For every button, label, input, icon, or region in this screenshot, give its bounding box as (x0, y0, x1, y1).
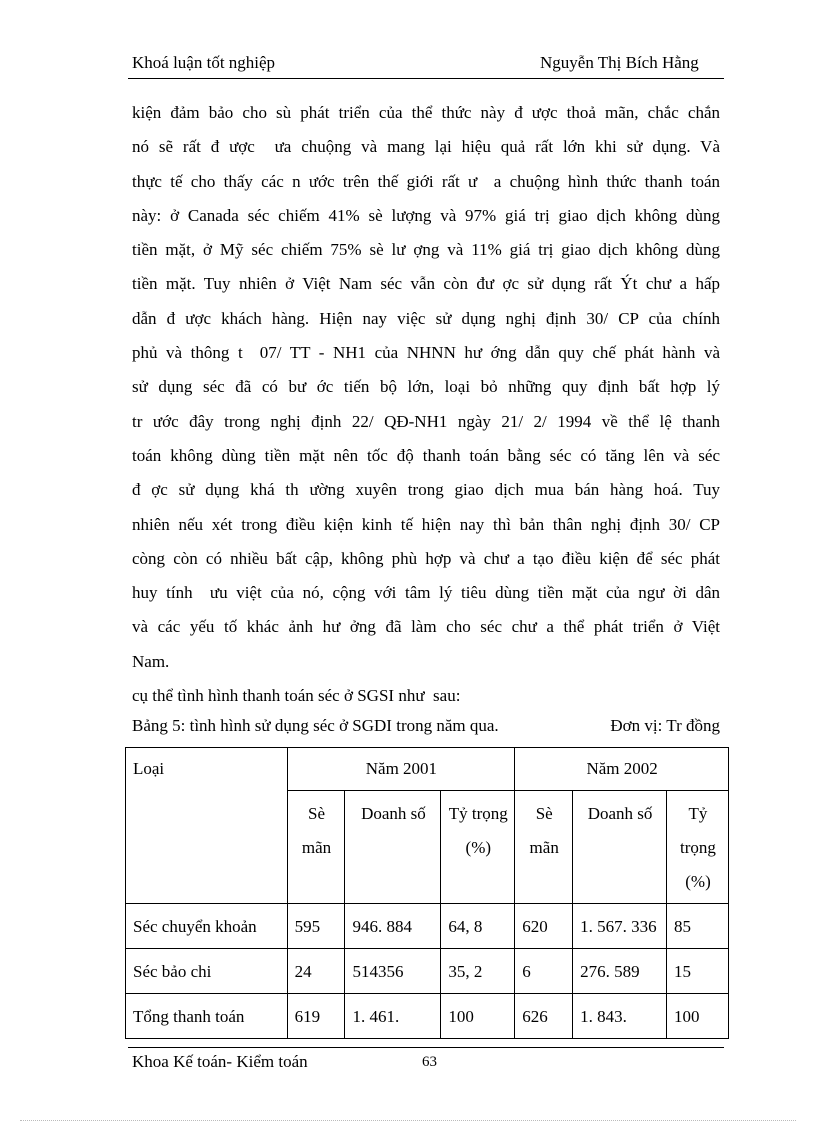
row-type: Tổng thanh toán (126, 994, 288, 1039)
row-share-2002: 85 (667, 904, 729, 949)
body-line: phủ và thông t 07/ TT - NH1 của NHNN hư ớng dẫn quy chế phát hành và (132, 343, 720, 363)
body-line: huy tính ưu việt của nó, cộng với tâm lý tiêu dùng tiền mặt của ngư ời dân (132, 583, 720, 603)
header-thesis-title: Khoá luận tốt nghiệp (132, 53, 276, 72)
row-revenue-2002: 1. 843. (573, 994, 667, 1039)
row-revenue-2001: 946. 884 (345, 904, 441, 949)
body-line: cụ thể tình hình thanh toán séc ở SGSI như sau: (132, 686, 461, 706)
body-line: dẫn đ ược khách hàng. Hiện nay việc sử dụng nghị định 30/ CP của chính (132, 308, 720, 328)
row-count-2001: 595 (287, 904, 345, 949)
page-number: 63 (422, 1054, 437, 1070)
header-type: Loại (126, 748, 288, 904)
row-count-2001: 619 (287, 994, 345, 1039)
body-line: tiền mặt. Tuy nhiên ở Việt Nam séc vẫn còn đư ợc sử dụng rất Ýt chư a hấp (132, 274, 720, 294)
row-count-2002: 626 (515, 994, 573, 1039)
body-paragraph (132, 96, 720, 713)
header-year-2001: Năm 2001 (287, 748, 515, 791)
row-share-2002: 15 (667, 949, 729, 994)
header-count-2002: Sè mãn (515, 791, 573, 904)
body-line: và các yếu tố khác ảnh hư ởng đã làm cho séc chư a thể phát triển ở Việt (132, 617, 720, 637)
body-line: Nam. (132, 651, 170, 671)
header-share-2001: Tỷ trọng (%) (441, 791, 515, 904)
row-count-2001: 24 (287, 949, 345, 994)
row-share-2001: 64, 8 (441, 904, 515, 949)
row-count-2002: 620 (515, 904, 573, 949)
row-type: Séc bảo chi (126, 949, 288, 994)
header-rule (128, 78, 724, 79)
body-line: toán không dùng tiền mặt nên tốc độ thanh toán bằng séc có tăng lên và séc (132, 445, 720, 465)
table-row (126, 994, 729, 1039)
footer-department: Khoa Kế toán- Kiểm toán (132, 1052, 308, 1071)
row-share-2002: 100 (667, 994, 729, 1039)
table-unit: Đơn vị: Tr đồng (610, 716, 720, 735)
header-count-2001: Sè mãn (287, 791, 345, 904)
body-line: tiền mặt, ở Mỹ séc chiếm 75% sè lư ợng và 11% giá trị giao dịch không dùng (132, 240, 720, 260)
table-caption: Bảng 5: tình hình sử dụng séc ở SGDI trong năm qua. (132, 716, 499, 735)
table-row (126, 904, 729, 949)
body-line: thực tế cho thấy các n ước trên thế giới rất ư a chuộng hình thức thanh toán (132, 171, 720, 191)
footer-rule (128, 1047, 724, 1048)
body-line: sử dụng séc đã có bư ớc tiến bộ lớn, loại bỏ những quy định bất hợp lý (132, 377, 720, 397)
header-revenue-2001: Doanh số (345, 791, 441, 904)
body-line: đ ợc sử dụng khá th ường xuyên trong giao dịch mua bán hàng hoá. Tuy (132, 480, 720, 500)
row-share-2001: 35, 2 (441, 949, 515, 994)
table-row (126, 949, 729, 994)
body-line: còng còn có nhiều bất cập, không phù hợp và chư a tạo điều kiện để séc phát (132, 548, 720, 568)
header-revenue-2002: Doanh số (573, 791, 667, 904)
table-header-row (126, 748, 729, 791)
row-revenue-2001: 514356 (345, 949, 441, 994)
body-line: tr ước đây trong nghị định 22/ QĐ-NH1 ngày 21/ 2/ 1994 về thể lệ thanh (132, 411, 720, 431)
header-author-name: Nguyễn Thị Bích Hằng (540, 53, 699, 72)
body-line: nó sẽ rất đ ược ưa chuộng và mang lại hiệu quả rất lớn khi sử dụng. Và (132, 137, 720, 157)
row-revenue-2002: 276. 589 (573, 949, 667, 994)
header-year-2002: Năm 2002 (515, 748, 729, 791)
row-revenue-2002: 1. 567. 336 (573, 904, 667, 949)
body-line: này: ở Canada séc chiếm 41% sè lượng và 97% giá trị giao dịch không dùng (132, 205, 720, 225)
body-line: kiện đảm bảo cho sù phát triển của thể thức này đ ược thoả mãn, chắc chắn (132, 103, 720, 122)
row-count-2002: 6 (515, 949, 573, 994)
row-share-2001: 100 (441, 994, 515, 1039)
row-revenue-2001: 1. 461. (345, 994, 441, 1039)
page-bottom-dotted-rule (20, 1120, 796, 1121)
cheque-usage-table (125, 747, 729, 1039)
header-share-2002: Tỷ trọng (%) (667, 791, 729, 904)
row-type: Séc chuyển khoản (126, 904, 288, 949)
body-line: nhiên nếu xét trong điều kiện kinh tế hiện nay thì bản thân nghị định 30/ CP (132, 514, 720, 534)
